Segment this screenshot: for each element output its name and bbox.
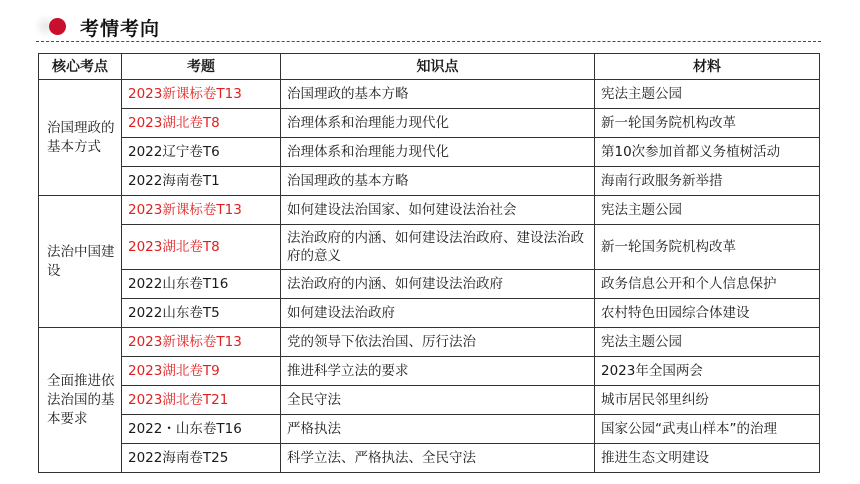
red-dot-icon	[49, 18, 66, 35]
exam-cell: 2022・山东卷T16	[122, 415, 281, 444]
knowledge-cell: 如何建设法治国家、如何建设法治社会	[281, 196, 595, 225]
section-title: 考情考向	[80, 18, 161, 40]
material-cell: 2023年全国两会	[595, 357, 820, 386]
section-header	[0, 0, 860, 46]
material-cell: 农村特色田园综合体建设	[595, 299, 820, 328]
column-header-knowledge: 知识点	[281, 54, 595, 80]
exam-cell: 2023湖北卷T8	[122, 109, 281, 138]
table-row	[39, 328, 820, 357]
material-cell: 新一轮国务院机构改革	[595, 109, 820, 138]
table-row	[39, 444, 820, 473]
core-point-cell: 全面推进依法治国的基本要求	[39, 328, 122, 473]
dashed-divider	[36, 41, 821, 42]
knowledge-cell: 法治政府的内涵、如何建设法治政府、建设法治政府的意义	[281, 225, 595, 270]
table-row	[39, 138, 820, 167]
knowledge-cell: 科学立法、严格执法、全民守法	[281, 444, 595, 473]
exam-cell: 2023新课标卷T13	[122, 196, 281, 225]
column-header-material: 材料	[595, 54, 820, 80]
exam-cell: 2023新课标卷T13	[122, 328, 281, 357]
table-row	[39, 109, 820, 138]
exam-cell: 2023新课标卷T13	[122, 80, 281, 109]
table-row	[39, 299, 820, 328]
knowledge-cell: 法治政府的内涵、如何建设法治政府	[281, 270, 595, 299]
material-cell: 政务信息公开和个人信息保护	[595, 270, 820, 299]
table-body	[39, 80, 820, 473]
material-cell: 推进生态文明建设	[595, 444, 820, 473]
table-row	[39, 167, 820, 196]
exam-cell: 2022海南卷T1	[122, 167, 281, 196]
exam-cell: 2022辽宁卷T6	[122, 138, 281, 167]
core-point-cell: 法治中国建设	[39, 196, 122, 328]
table-row	[39, 386, 820, 415]
table-row	[39, 80, 820, 109]
table-row	[39, 196, 820, 225]
knowledge-cell: 治国理政的基本方略	[281, 80, 595, 109]
table-row	[39, 270, 820, 299]
knowledge-cell: 全民守法	[281, 386, 595, 415]
material-cell: 第10次参加首都义务植树活动	[595, 138, 820, 167]
material-cell: 宪法主题公园	[595, 196, 820, 225]
table-row	[39, 225, 820, 270]
material-cell: 国家公园“武夷山样本”的治理	[595, 415, 820, 444]
column-header-core-point: 核心考点	[39, 54, 122, 80]
knowledge-cell: 治国理政的基本方略	[281, 167, 595, 196]
material-cell: 宪法主题公园	[595, 80, 820, 109]
table-header-row	[39, 54, 820, 80]
table-row	[39, 357, 820, 386]
exam-cell: 2022山东卷T16	[122, 270, 281, 299]
exam-cell: 2022海南卷T25	[122, 444, 281, 473]
exam-analysis-table	[38, 53, 820, 473]
knowledge-cell: 严格执法	[281, 415, 595, 444]
exam-cell: 2023湖北卷T21	[122, 386, 281, 415]
table-row	[39, 415, 820, 444]
core-point-cell: 治国理政的基本方式	[39, 80, 122, 196]
material-cell: 海南行政服务新举措	[595, 167, 820, 196]
exam-cell: 2023湖北卷T9	[122, 357, 281, 386]
exam-cell: 2022山东卷T5	[122, 299, 281, 328]
knowledge-cell: 治理体系和治理能力现代化	[281, 109, 595, 138]
material-cell: 新一轮国务院机构改革	[595, 225, 820, 270]
knowledge-cell: 推进科学立法的要求	[281, 357, 595, 386]
knowledge-cell: 党的领导下依法治国、厉行法治	[281, 328, 595, 357]
knowledge-cell: 如何建设法治政府	[281, 299, 595, 328]
material-cell: 城市居民邻里纠纷	[595, 386, 820, 415]
exam-cell: 2023湖北卷T8	[122, 225, 281, 270]
knowledge-cell: 治理体系和治理能力现代化	[281, 138, 595, 167]
column-header-exam: 考题	[122, 54, 281, 80]
material-cell: 宪法主题公园	[595, 328, 820, 357]
